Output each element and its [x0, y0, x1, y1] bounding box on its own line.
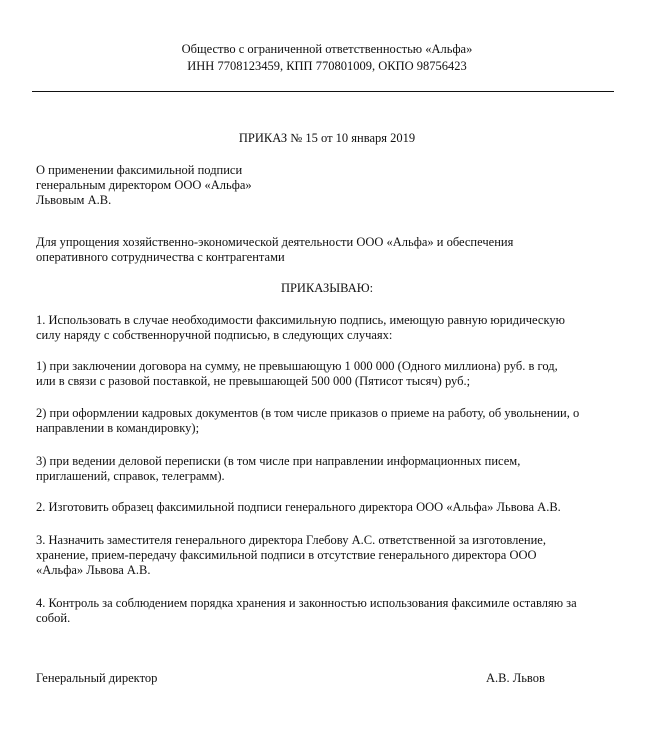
- case-3-line-1: 3) при ведении деловой переписки (в том числе при направлении информационных писем,: [36, 454, 521, 468]
- item-1-line-2: силу наряду с собственноручной подписью, в следующих случаях:: [36, 328, 393, 342]
- item-4-line-1: 4. Контроль за соблюдением порядка хранения и законностью использования факсимиле оставляю за: [36, 596, 577, 610]
- subject-line-1: О применении факсимильной подписи: [36, 163, 243, 177]
- case-2-line-1: 2) при оформлении кадровых документов (в том числе приказов о приеме на работу, об увольнении, о: [36, 406, 580, 420]
- item-3-line-2: хранение, прием-передачу факсимильной подписи в отсутствие генерального директора ООО: [36, 548, 537, 562]
- item-2-line-1: 2. Изготовить образец факсимильной подписи генерального директора ООО «Альфа» Львова А.В.: [36, 500, 561, 514]
- item-1-line-1: 1. Использовать в случае необходимости факсимильную подпись, имеющую равную юридическую: [36, 313, 565, 327]
- item-4-line-2: собой.: [36, 611, 71, 625]
- decree-word: ПРИКАЗЫВАЮ:: [280, 281, 374, 295]
- preamble-line-1: Для упрощения хозяйственно-экономической деятельности ООО «Альфа» и обеспечения: [36, 235, 514, 249]
- case-2-line-2: направлении в командировку);: [36, 421, 200, 435]
- header-divider: [32, 91, 614, 92]
- case-3-line-2: приглашений, справок, телеграмм).: [36, 469, 225, 483]
- signature-position: Генеральный директор: [36, 671, 158, 685]
- item-3-line-1: 3. Назначить заместителя генерального директора Глебову А.С. ответственной за изготовление,: [36, 533, 546, 547]
- case-1-line-2: или в связи с разовой поставкой, не превышающей 500 000 (Пятисот тысяч) руб.;: [36, 374, 471, 388]
- org-codes: ИНН 7708123459, КПП 770801009, ОКПО 98756423: [187, 59, 467, 73]
- order-title: ПРИКАЗ № 15 от 10 января 2019: [238, 131, 416, 145]
- org-name: Общество с ограниченной ответственностью «Альфа»: [181, 42, 473, 56]
- subject-line-2: генеральным директором ООО «Альфа»: [36, 178, 252, 192]
- item-3-line-3: «Альфа» Львова А.В.: [36, 563, 151, 577]
- case-1-line-1: 1) при заключении договора на сумму, не превышающую 1 000 000 (Одного миллиона) руб. в год,: [36, 359, 558, 373]
- preamble-line-2: оперативного сотрудничества с контрагентами: [36, 250, 285, 264]
- subject-line-3: Львовым А.В.: [36, 193, 112, 207]
- signature-name: А.В. Львов: [486, 671, 545, 685]
